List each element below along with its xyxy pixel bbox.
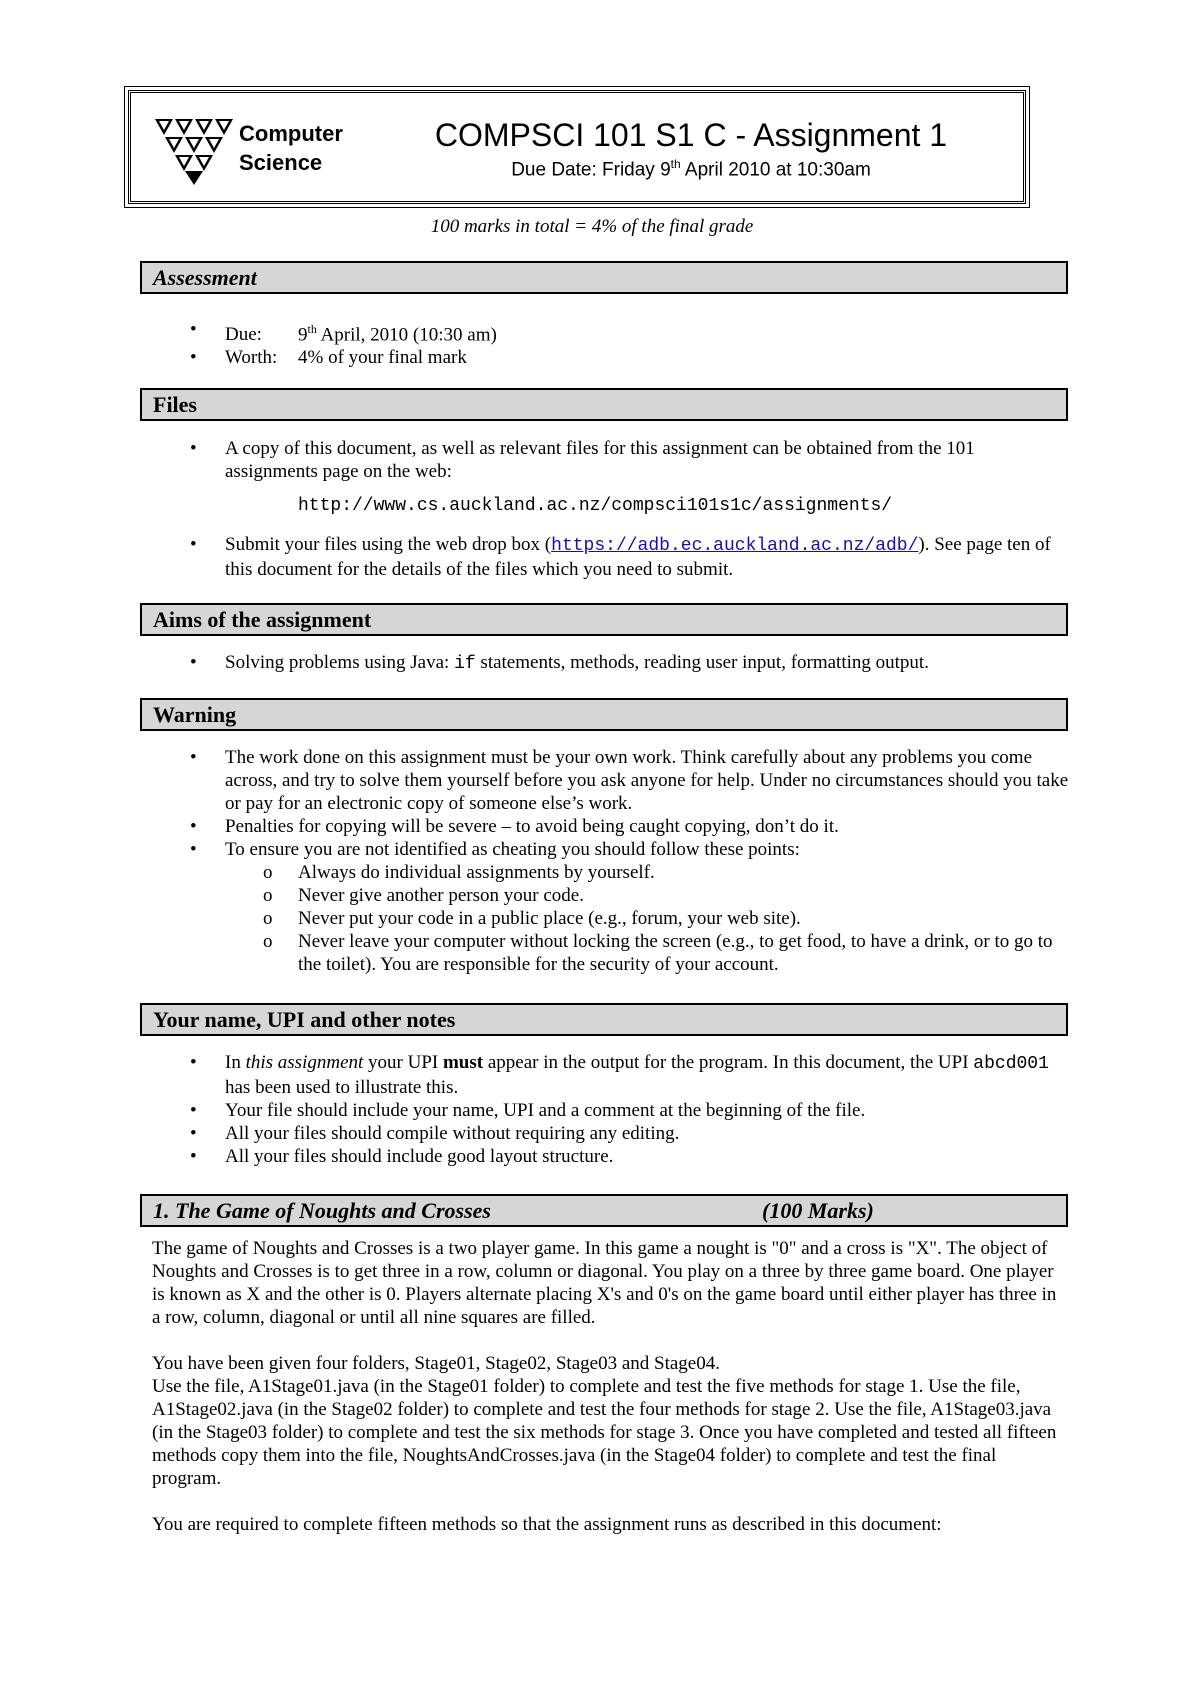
section-heading-assessment: Assessment (140, 261, 1068, 294)
game-heading-marks: (100 Marks) (762, 1198, 874, 1223)
worth-value: 4% of your final mark (298, 347, 467, 369)
due-value-sup: th (307, 322, 317, 336)
due-date-suffix: April 2010 at 10:30am (680, 159, 871, 181)
assessment-list (0, 318, 1200, 369)
list-item (0, 318, 1200, 346)
game-paragraph-3: You are required to complete fifteen methods so that the assignment runs as described in this document: (152, 1514, 942, 1535)
submit-text-a: Submit your files using the web drop box ( (225, 534, 552, 555)
computer-science-logo-icon (155, 115, 235, 185)
list-item: • To ensure you are not identified as cheating you should follow these points: (0, 838, 1200, 861)
list-item (0, 533, 1200, 581)
due-value-a: 9 (298, 324, 308, 346)
sub-list-item: o Always do individual assignments by yourself. (0, 861, 1200, 884)
logo-text (239, 119, 343, 177)
game-paragraph-2-rest: Use the file, A1Stage01.java (in the Stage01 folder) to complete and test the five methods for stage 1. Use the file, A1Stage02.java (in the Stage02 folder) to complete and test the four methods for stage 2. Use the file, A1Stage03.java (in the Stage03 folder) to complete and test the six methods for stage 3. Once you have completed and tested all fifteen methods copy them into the file, NoughtsAndCrosses.java (in the Stage04 folder) to complete and test the final program. (152, 1376, 1057, 1489)
notes-text-a: In (225, 1052, 246, 1073)
list-item: • All your files should include good layout structure. (0, 1145, 1200, 1168)
sub-list-item: o Never give another person your code. (0, 884, 1200, 907)
section-heading-aims: Aims of the assignment (140, 603, 1068, 636)
logo-line-1: Computer (239, 121, 343, 146)
due-date-sup: th (670, 157, 681, 171)
assignments-url: http://www.cs.auckland.ac.nz/compsci101s1c/assignments/ (298, 496, 893, 516)
game-heading-title: 1. The Game of Noughts and Crosses (153, 1198, 491, 1223)
list-item (0, 651, 1200, 676)
warning-list (0, 746, 1200, 976)
list-item (0, 1051, 1200, 1099)
sub-list-item: o Never leave your computer without locking the screen (e.g., to get food, to have a drink, or to go to the toilet). You are responsible for the security of your account. (0, 930, 1200, 976)
notes-bold: must (442, 1052, 484, 1073)
logo-line-2: Science (239, 150, 323, 175)
drop-box-link[interactable]: https://adb.ec.auckland.ac.nz/adb/ (551, 536, 919, 556)
due-date (431, 157, 951, 181)
page-title: COMPSCI 101 S1 C - Assignment 1 (434, 117, 948, 153)
notes-italic: this assignment (245, 1052, 364, 1073)
game-paragraph-2 (152, 1352, 1062, 1490)
list-item (0, 346, 1200, 369)
files-list-2 (0, 533, 1200, 581)
list-item: • All your files should compile without requiring any editing. (0, 1122, 1200, 1145)
due-value-b: April, 2010 (10:30 am) (316, 324, 497, 346)
marks-summary (0, 216, 1200, 238)
game-paragraph-1: The game of Noughts and Crosses is a two player game. In this game a nought is "0" and a cross is "X". The object of Noughts and Crosses is to get three in a row, column or diagonal. You play on a three by three game board. One player is known as X and the other is 0. Players alternate placing X's and 0's on the game board until either player has three in a row, column, diagonal or until all nine squares are filled. (152, 1238, 1057, 1328)
section-heading-warning: Warning (140, 698, 1068, 731)
aims-text-b: statements, methods, reading user input, formatting output. (475, 652, 929, 673)
upi-code: abcd001 (973, 1054, 1049, 1074)
list-item: • Your file should include your name, UPI and a comment at the beginning of the file. (0, 1099, 1200, 1122)
list-item: • The work done on this assignment must be your own work. Think carefully about any problems you come across, and try to solve them yourself before you ask anyone for help. Under no circumstances should you take or pay for an electronic copy of someone else’s work. (0, 746, 1200, 815)
section-heading-game (140, 1194, 1068, 1227)
notes-text-b: your UPI (363, 1052, 443, 1073)
sub-list-item: o Never put your code in a public place (e.g., forum, your web site). (0, 907, 1200, 930)
list-item: • Penalties for copying will be severe – to avoid being caught copying, don’t do it. (0, 815, 1200, 838)
notes-text-d: has been used to illustrate this. (225, 1077, 459, 1098)
due-label: Due: (225, 324, 262, 346)
submit-text-b: ). See page ten of this document for the details of the files which you need to submit. (225, 534, 1051, 580)
files-list (0, 437, 1200, 483)
aims-text-a: Solving problems using Java: (225, 652, 455, 673)
notes-list (0, 1051, 1200, 1168)
game-paragraph-2-line1: You have been given four folders, Stage01, Stage02, Stage03 and Stage04. (152, 1353, 720, 1374)
aims-list (0, 651, 1200, 676)
header-box (128, 90, 1026, 204)
list-item: • A copy of this document, as well as relevant files for this assignment can be obtained from the 101 assignments page on the web: (0, 437, 1200, 483)
aims-code: if (454, 654, 476, 674)
worth-label: Worth: (225, 347, 278, 369)
notes-text-c: appear in the output for the program. In this document, the UPI (483, 1052, 974, 1073)
section-heading-files: Files (140, 388, 1068, 421)
due-date-prefix: Due Date: Friday 9 (511, 159, 671, 181)
section-heading-notes: Your name, UPI and other notes (140, 1003, 1068, 1036)
marks-summary-text: 100 marks in total = 4% of the final grade (430, 216, 754, 237)
